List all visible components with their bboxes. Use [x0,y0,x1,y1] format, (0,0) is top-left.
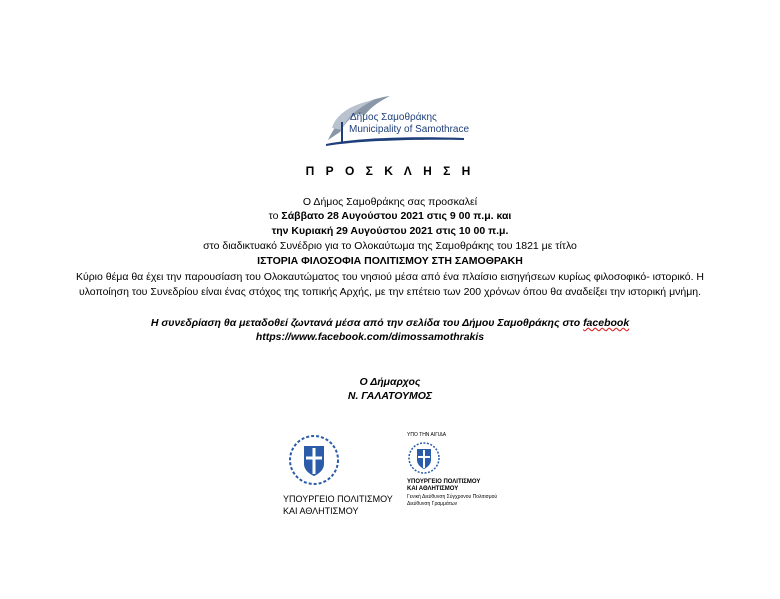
date-sunday: την Κυριακή 29 Αυγούστου 2021 στις 10 00 π.μ. [271,225,509,237]
invitation-line-2 [0,210,780,223]
date-prefix: το [268,210,282,222]
aegis-line-2: ΚΑΙ ΑΘΛΗΤΙΣΜΟΥ [407,486,459,492]
invitation-title: Π Ρ Ο Σ Κ Λ Η Σ Η [305,164,475,178]
greek-coat-of-arms-icon [406,440,442,476]
mayor-role: Ο Δήμαρχος [359,376,421,388]
greek-coat-of-arms-icon [284,430,344,490]
ministry-line-1: ΥΠΟΥΡΓΕΙΟ ΠΟΛΙΤΙΣΜΟΥ [283,494,393,504]
ministry-line-2: ΚΑΙ ΑΘΛΗΤΙΣΜΟΥ [283,506,359,516]
invitation-line-4: στο διαδικτυακό Συνέδριο για το Ολοκαύτωμα της Σαμοθράκης του 1821 με τίτλο [203,240,577,252]
date-saturday: Σάββατο 28 Αυγούστου 2021 στις 9 00 π.μ. και [281,210,512,222]
facebook-link-word[interactable]: facebook [583,317,630,329]
stream-line [0,317,780,330]
main-paragraph: Κύριο θέμα θα έχει την παρουσίαση του Ολοκαυτώματος του νησιού μέσα από ένα πλαίσιο εισηγήσεων κυρίως φιλοσοφικό- ιστορικό. Η υλοποίηση του Συνεδρίου είναι ένας στόχος της τοπικής Αρχής, με την επέτειο των 200 χρόνων όπου θα αναδείξει την ιστορική μνήμη. [75,271,705,298]
conference-title: ΙΣΤΟΡΙΑ ΦΙΛΟΣΟΦΙΑ ΠΟΛΙΤΙΣΜΟΥ ΣΤΗ ΣΑΜΟΘΡΑΚΗ [257,255,523,267]
aegis-line-3: Γενική Διεύθυνση Σύγχρονου Πολιτισμού [407,494,498,500]
mayor-name: Ν. ΓΑΛΑΤΟΥΜΟΣ [347,390,433,402]
aegis-line-4: Διεύθυνση Γραμμάτων [407,501,458,507]
logo-text-english: Municipality of Samothrace [349,124,470,135]
facebook-url[interactable]: https://www.facebook.com/dimossamothrakis [255,331,485,343]
logo-text-greek: Δήμος Σαμοθράκης [350,112,437,123]
aegis-line-1: ΥΠΟΥΡΓΕΙΟ ΠΟΛΙΤΙΣΜΟΥ [407,479,481,485]
aegis-label: ΥΠΟ ΤΗΝ ΑΙΓΙΔΑ [407,432,447,438]
stream-text: Η συνεδρίαση θα μεταδοθεί ζωντανά μέσα από την σελίδα του Δήμου Σαμοθράκης στο [150,317,584,329]
invitation-line-1: Ο Δήμος Σαμοθράκης σας προσκαλεί [302,196,478,208]
